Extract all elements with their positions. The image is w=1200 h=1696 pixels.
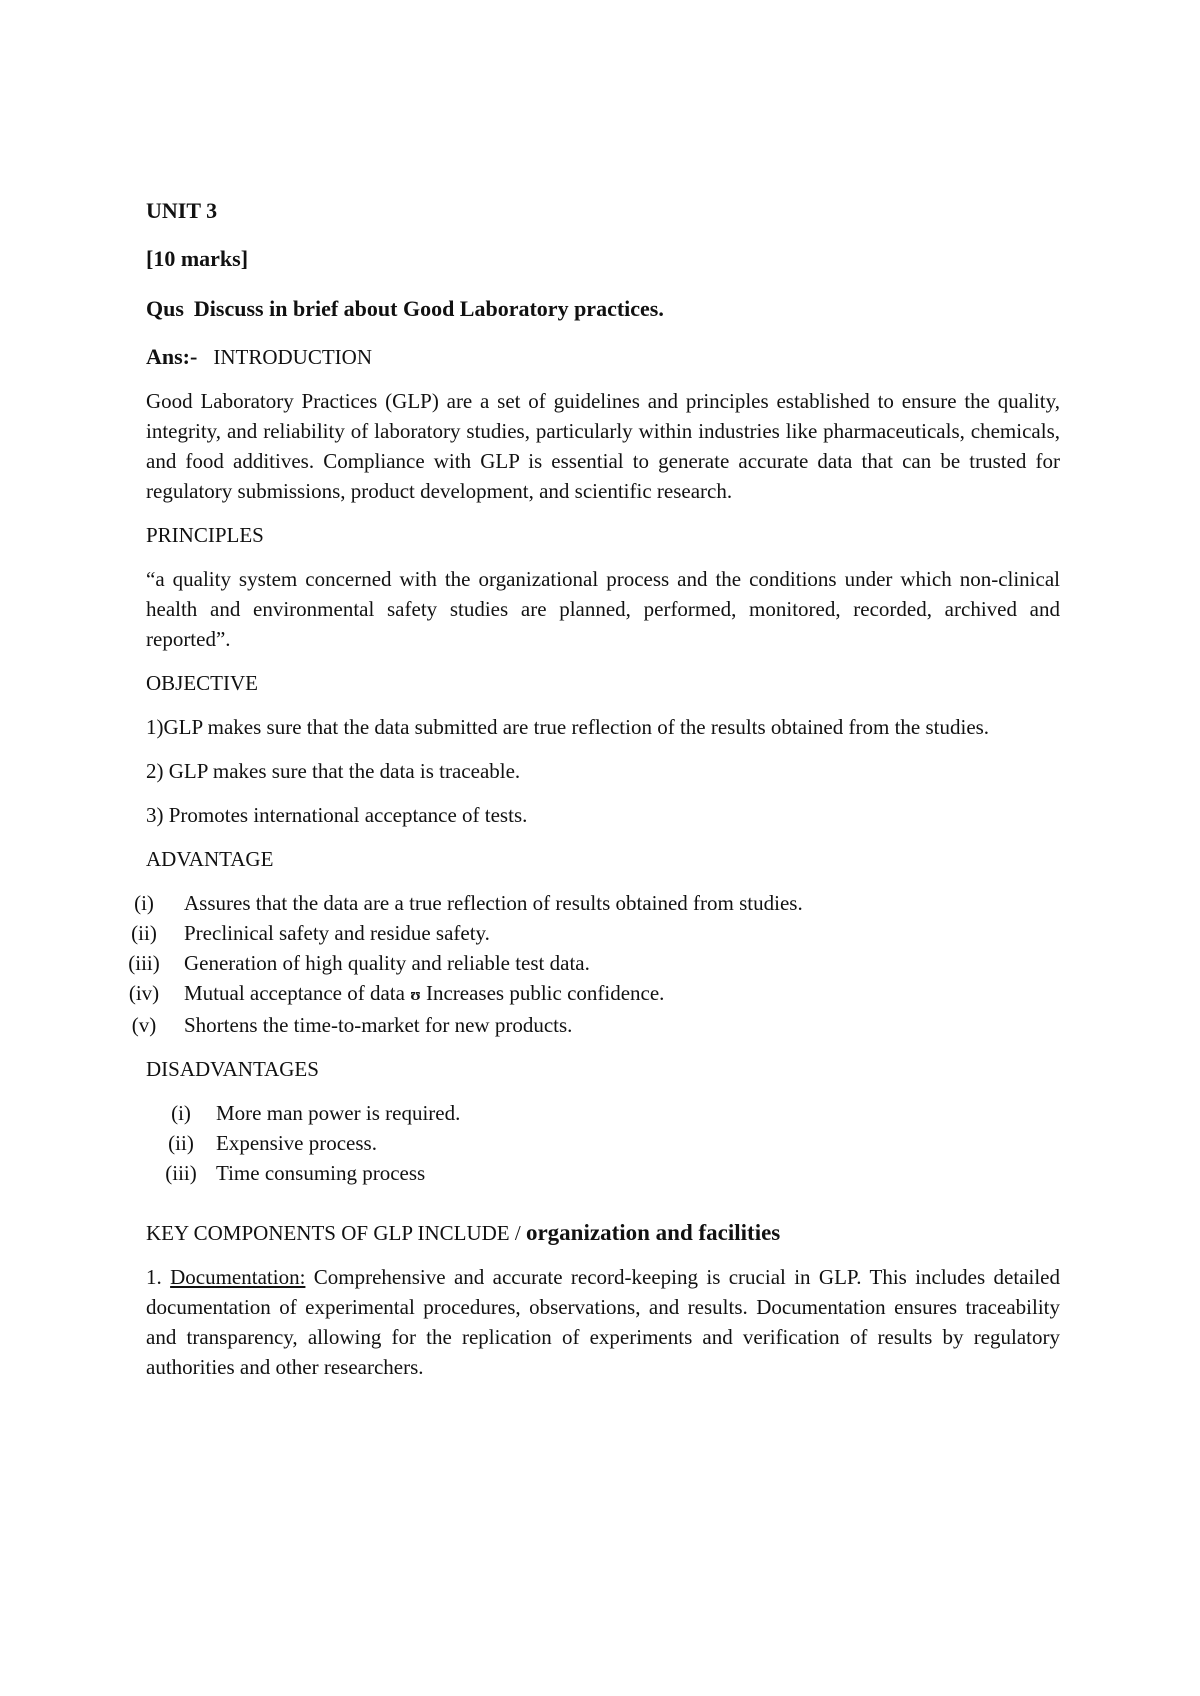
list-text: Shortens the time-to-market for new products.: [184, 1013, 573, 1037]
list-item: [104, 1010, 1060, 1040]
objective-heading: OBJECTIVE: [146, 671, 258, 695]
documentation-text: Comprehensive and accurate record-keeping is crucial in GLP. This includes detailed documentation of experimental procedures, observations, and results. Documentation ensures traceability and transparency, allowing for the replication of experiments and verification of results by regulatory authorities and other researchers.: [146, 1265, 1060, 1379]
list-number: (i): [171, 1101, 191, 1125]
principles-paragraph: “a quality system concerned with the organizational process and the conditions under which non-clinical health and environmental safety studies are planned, performed, monitored, recorded, archived and reported”.: [146, 567, 1060, 651]
documentation-paragraph: [146, 1262, 1060, 1382]
list-text: Generation of high quality and reliable test data.: [184, 951, 590, 975]
list-item: [104, 918, 1060, 948]
list-number: (iv): [128, 981, 160, 1005]
disadvantages-list: [146, 1098, 1060, 1188]
list-text-after: Increases public confidence.: [425, 981, 665, 1005]
unit-title: UNIT 3: [146, 198, 218, 223]
introduction-heading: INTRODUCTION: [213, 345, 372, 369]
list-item: [104, 888, 1060, 918]
objective-item: 2) GLP makes sure that the data is traceable.: [146, 759, 521, 783]
key-components-heading-bold: organization and facilities: [525, 1220, 781, 1245]
list-text-before: Mutual acceptance of data: [184, 981, 405, 1005]
document-page: [128, 196, 1060, 1396]
list-text: Expensive process.: [216, 1131, 377, 1155]
list-number: (ii): [131, 921, 157, 945]
advantage-heading: ADVANTAGE: [146, 847, 274, 871]
list-number: (i): [134, 891, 154, 915]
key-components-heading: [146, 1218, 1060, 1248]
list-item: [104, 948, 1060, 978]
list-text: Assures that the data are a true reflection of results obtained from studies.: [184, 891, 803, 915]
list-item: [146, 1128, 1060, 1158]
advantage-list: [104, 888, 1060, 1040]
list-text: Preclinical safety and residue safety.: [184, 921, 490, 945]
list-text: More man power is required.: [216, 1101, 461, 1125]
list-item: [146, 1098, 1060, 1128]
bullet-symbol: ʊ: [410, 985, 421, 1004]
question-text: Discuss in brief about Good Laboratory practices.: [193, 296, 664, 321]
list-text: [184, 978, 664, 1010]
answer-label: Ans:-: [146, 344, 198, 369]
list-number: (ii): [168, 1131, 194, 1155]
list-item: [146, 1158, 1060, 1188]
key-components-heading-plain: KEY COMPONENTS OF GLP INCLUDE /: [146, 1221, 526, 1245]
documentation-term: Documentation:: [170, 1265, 306, 1289]
answer-line: [146, 342, 1060, 372]
list-number: (iii): [128, 951, 160, 975]
objective-item: 1)GLP makes sure that the data submitted are true reflection of the results obtained from the studies.: [146, 715, 990, 739]
question: [146, 294, 1060, 324]
list-number: (iii): [165, 1161, 197, 1185]
principles-heading: PRINCIPLES: [146, 523, 264, 547]
objective-item: 3) Promotes international acceptance of tests.: [146, 803, 528, 827]
introduction-paragraph: Good Laboratory Practices (GLP) are a set of guidelines and principles established to ensure the quality, integrity, and reliability of laboratory studies, particularly within industries like pharmaceuticals, chemicals, and food additives. Compliance with GLP is essential to generate accurate data that can be trusted for regulatory submissions, product development, and scientific research.: [146, 389, 1060, 503]
list-item: [104, 978, 1060, 1010]
marks-label: [10 marks]: [146, 246, 249, 271]
disadvantages-heading: DISADVANTAGES: [146, 1057, 319, 1081]
item-prefix: 1.: [146, 1265, 171, 1289]
list-text: Time consuming process: [216, 1161, 426, 1185]
question-label: Qus: [146, 296, 184, 321]
list-number: (v): [131, 1013, 157, 1037]
